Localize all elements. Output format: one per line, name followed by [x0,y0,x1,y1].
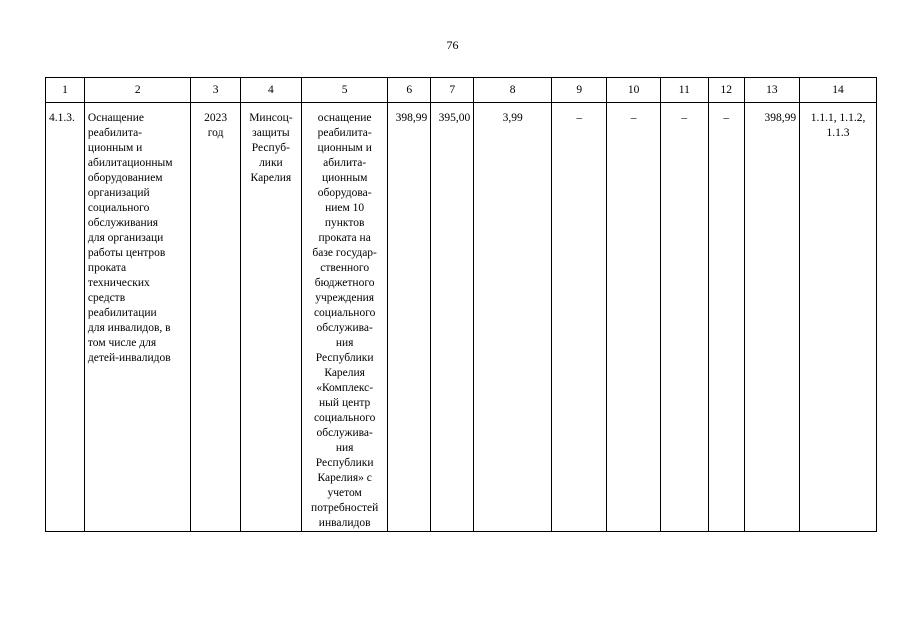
indicator-link-cell: 1.1.1, 1.1.2, 1.1.3 [800,103,877,532]
column-header: 6 [388,78,431,103]
year-cell: 2023 год [191,103,240,532]
column-header: 8 [474,78,552,103]
column-header: 7 [431,78,474,103]
amount-cell: 398,99 [744,103,799,532]
measure-name-cell: Оснащение реабилита- ционным и абилитационным оборудованием организаций социального обслуживания для организаци работы центров проката технических средств реабилитации для инвалидов, в том числе для детей-инвалидов [84,103,191,532]
plan-table [45,77,877,532]
column-header: 14 [800,78,877,103]
column-header: 2 [84,78,191,103]
header-row [46,78,877,103]
column-header: 11 [660,78,708,103]
column-header: 13 [744,78,799,103]
column-header: 5 [302,78,388,103]
amount-cell: 395,00 [431,103,474,532]
column-header: 4 [240,78,301,103]
amount-cell: 3,99 [474,103,552,532]
column-header: 9 [552,78,607,103]
result-cell: оснащение реабилита- ционным и абилита- ционным оборудова- нием 10 пунктов проката на базе государ- ственного бюджетного учреждения социального обслужива- ния Республики Карелия «Комплекс- ный центр социального обслужива- ния Республики Карелия» с учетом потребностей инвалидов [302,103,388,532]
amount-cell: – [708,103,744,532]
page-number: 76 [446,38,459,52]
amount-cell: – [607,103,660,532]
table-row [46,103,877,532]
amount-cell: – [552,103,607,532]
column-header: 1 [46,78,85,103]
column-header: 12 [708,78,744,103]
total-amount-cell: 398,99 [388,103,431,532]
item-number-cell: 4.1.3. [46,103,85,532]
responsible-cell: Минсоц- защиты Респуб- лики Карелия [240,103,301,532]
amount-cell: – [660,103,708,532]
column-header: 3 [191,78,240,103]
column-header: 10 [607,78,660,103]
